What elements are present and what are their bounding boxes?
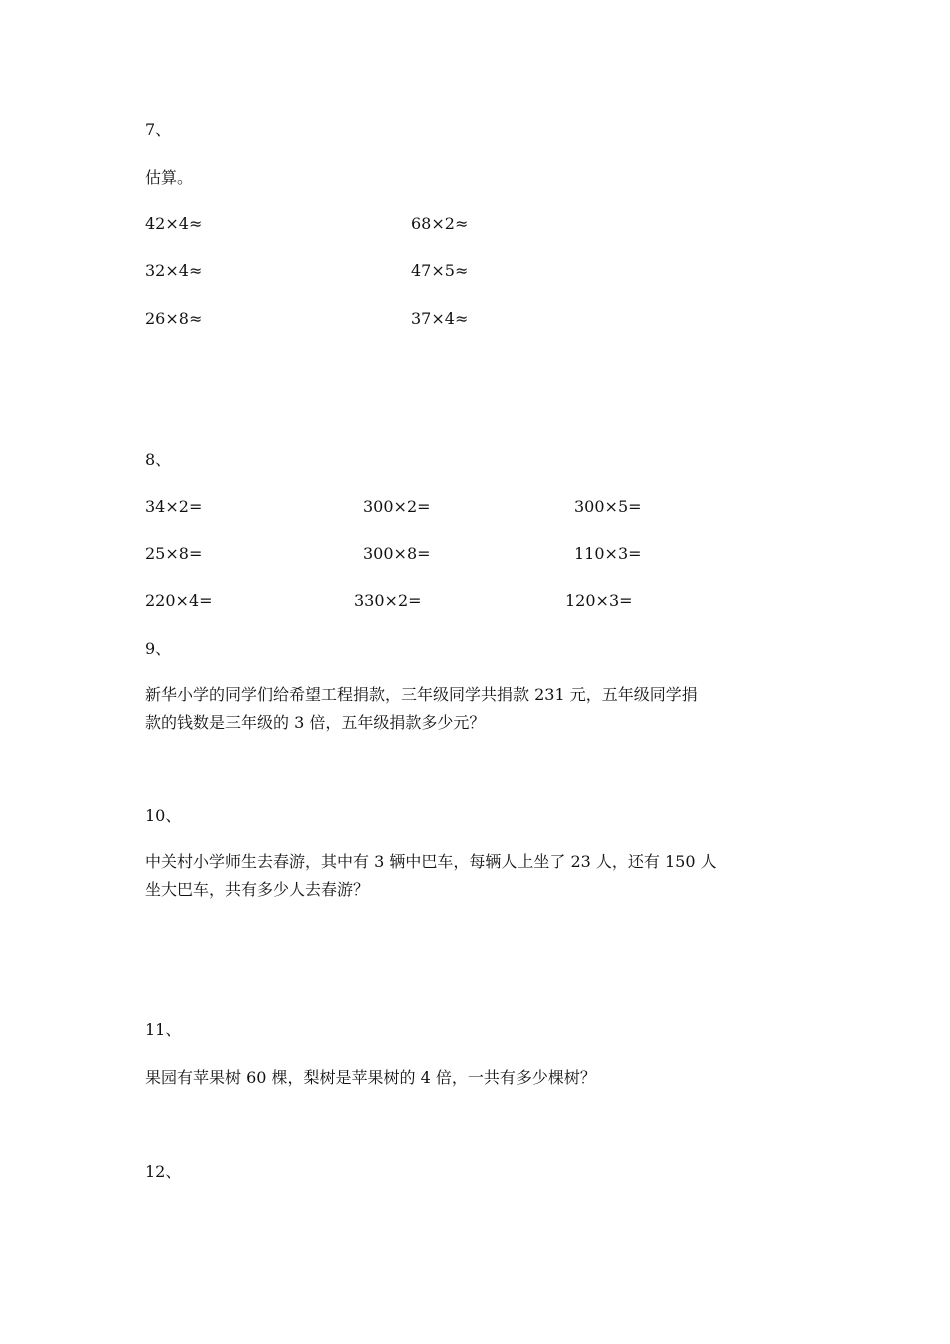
calc-item: 110×3= bbox=[574, 544, 642, 563]
question-10-text bbox=[145, 848, 810, 904]
question-9-text bbox=[145, 681, 810, 737]
calc-item: 300×5= bbox=[574, 497, 642, 516]
question-10-line-1: 中关村小学师生去春游，其中有 3 辆中巴车，每辆人上坐了 23 人，还有 150 人 bbox=[145, 852, 717, 871]
estimate-item: 32×4≈ bbox=[145, 261, 203, 280]
calc-item: 220×4= bbox=[145, 591, 213, 610]
question-9-line-2: 款的钱数是三年级的 3 倍，五年级捐款多少元？ bbox=[145, 713, 486, 732]
calc-item: 34×2= bbox=[145, 497, 203, 516]
estimate-item: 68×2≈ bbox=[411, 214, 469, 233]
calc-item: 120×3= bbox=[565, 591, 633, 610]
question-10-number: 10、 bbox=[145, 806, 182, 825]
estimate-item: 37×4≈ bbox=[411, 309, 469, 328]
question-8-number: 8、 bbox=[145, 450, 172, 469]
question-7-instruction: 估算。 bbox=[145, 168, 194, 187]
calc-item: 300×8= bbox=[363, 544, 431, 563]
estimate-item: 26×8≈ bbox=[145, 309, 203, 328]
question-11-number: 11、 bbox=[145, 1020, 182, 1039]
calc-item: 330×2= bbox=[354, 591, 422, 610]
calc-item: 300×2= bbox=[363, 497, 431, 516]
question-7-number: 7、 bbox=[145, 120, 172, 139]
calc-item: 25×8= bbox=[145, 544, 203, 563]
question-9-line-1: 新华小学的同学们给希望工程捐款，三年级同学共捐款 231 元，五年级同学捐 bbox=[145, 685, 698, 704]
estimate-item: 42×4≈ bbox=[145, 214, 203, 233]
question-12-number: 12、 bbox=[145, 1162, 182, 1181]
estimate-item: 47×5≈ bbox=[411, 261, 469, 280]
question-11-text: 果园有苹果树 60 棵，梨树是苹果树的 4 倍，一共有多少棵树？ bbox=[145, 1068, 596, 1087]
question-10-line-2: 坐大巴车，共有多少人去春游？ bbox=[145, 880, 370, 899]
question-9-number: 9、 bbox=[145, 639, 172, 658]
